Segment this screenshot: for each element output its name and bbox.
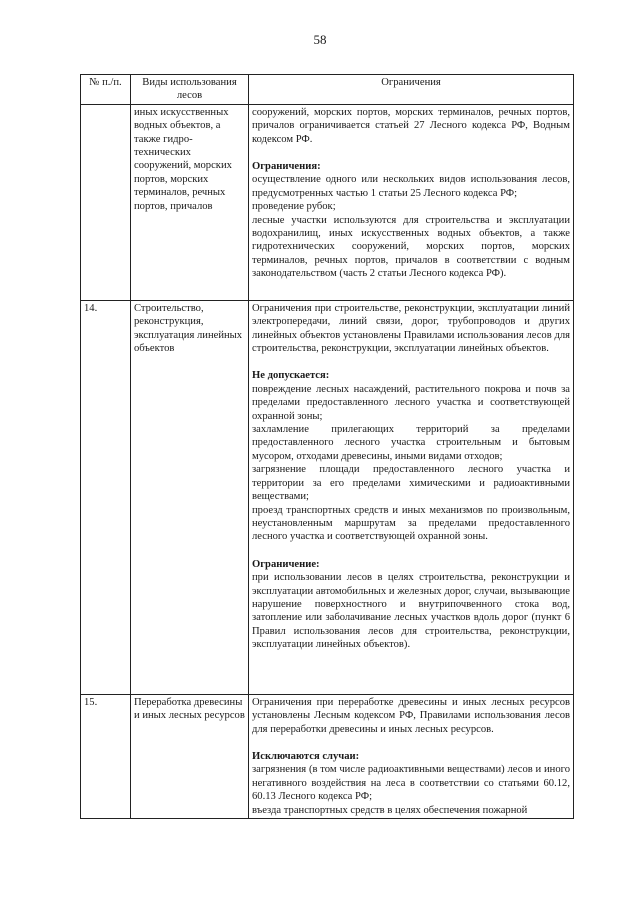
row-num: 15. bbox=[81, 694, 131, 818]
row-use-type: Строительство, реконструкция, эксплуатация линейных объектов bbox=[131, 300, 249, 694]
restriction-item: повреждение лесных насаждений, растительного покрова и почв за пределами предоставленного лесного участка и соответствующей охранной зоны; bbox=[252, 383, 570, 422]
restriction-item: осуществление одного или нескольких видов использования лесов, предусмотренных частью 1 статьи 25 Лесного кодекса РФ; bbox=[252, 174, 570, 199]
table-row bbox=[81, 694, 574, 818]
row-restrictions bbox=[249, 300, 574, 694]
restriction-item: въезда транспортных средств в целях обеспечения пожарной bbox=[252, 804, 528, 816]
row-num: 14. bbox=[81, 300, 131, 694]
restriction-intro: Ограничения при переработке древесины и иных лесных ресурсов установлены Лесным кодексом РФ, Правилами использования лесов для переработки древесины и иных лесных ресурсов. bbox=[252, 696, 570, 735]
row-restrictions bbox=[249, 104, 574, 300]
restriction-item: захламление прилегающих территорий за пределами предоставленного лесного участка строительным и бытовым мусором, отходами древесины, иными видами отходов; bbox=[252, 424, 570, 462]
section-title: Ограничения: bbox=[252, 161, 321, 173]
restriction-intro: Ограничения при строительстве, реконструкции, эксплуатации линий электропередачи, линий связи, дорог, трубопроводов и других линейных объектов установлены Правилами использования лесов для строительства, реконструкции, эксплуатации линейных объектов. bbox=[252, 302, 570, 355]
table-header-row bbox=[81, 75, 574, 105]
restriction-item: при использовании лесов в целях строительства, реконструкции и эксплуатации автомобильных и железных дорог, случаи, вызывающие нарушение поверхностного и внутрипочвенного стока вод, затопление или заболачивание лесных участков вдоль дорог (пункт 6 Правил использования лесов для строительства, реконструкции, эксплуатации линейных объектов). bbox=[252, 572, 570, 651]
section-title: Исключаются случаи: bbox=[252, 751, 360, 763]
header-num: № п./п. bbox=[81, 75, 131, 105]
section-title: Ограничение: bbox=[252, 558, 320, 570]
restriction-intro: сооружений, морских портов, морских терминалов, речных портов, причалов ограничивается статьей 27 Лесного кодекса РФ, Водным кодексом РФ. bbox=[252, 106, 570, 145]
page-number: 58 bbox=[313, 32, 327, 47]
restriction-item: проведение рубок; bbox=[252, 201, 336, 213]
row-num bbox=[81, 104, 131, 300]
row-restrictions bbox=[249, 694, 574, 818]
table-row bbox=[81, 104, 574, 300]
row-use-type: иных искусственных водных объектов, а также гидро-технических сооружений, морских портов, морских терминалов, речных портов, причалов bbox=[131, 104, 249, 300]
section-title: Не допускается: bbox=[252, 370, 330, 382]
row-use-type: Переработка древесины и иных лесных ресурсов bbox=[131, 694, 249, 818]
header-use-type: Виды использования лесов bbox=[131, 75, 249, 105]
restriction-item: проезд транспортных средств и иных механизмов по произвольным, неустановленным маршрутам за пределами предоставленного лесного участка и соответствующей охранной зоны. bbox=[252, 504, 570, 543]
header-restrictions: Ограничения bbox=[249, 75, 574, 105]
restriction-item: загрязнения (в том числе радиоактивными веществами) лесов и иного негативного воздействия на леса в соответствии со статьями 60.12, 60.13 Лесного кодекса РФ; bbox=[252, 764, 570, 803]
restriction-item: лесные участки используются для строительства и эксплуатации водохранилищ, иных искусственных водных объектов, а также гидротехнических сооружений, морских портов, морских терминалов, речных портов, причалов в соответствии с водным законодательством (часть 2 статьи Лесного кодекса РФ). bbox=[252, 214, 570, 280]
restrictions-table bbox=[80, 74, 574, 819]
restriction-item: загрязнение площади предоставленного лесного участка и территории за его пределами химическими и радиоактивными веществами; bbox=[252, 464, 570, 503]
table-row bbox=[81, 300, 574, 694]
